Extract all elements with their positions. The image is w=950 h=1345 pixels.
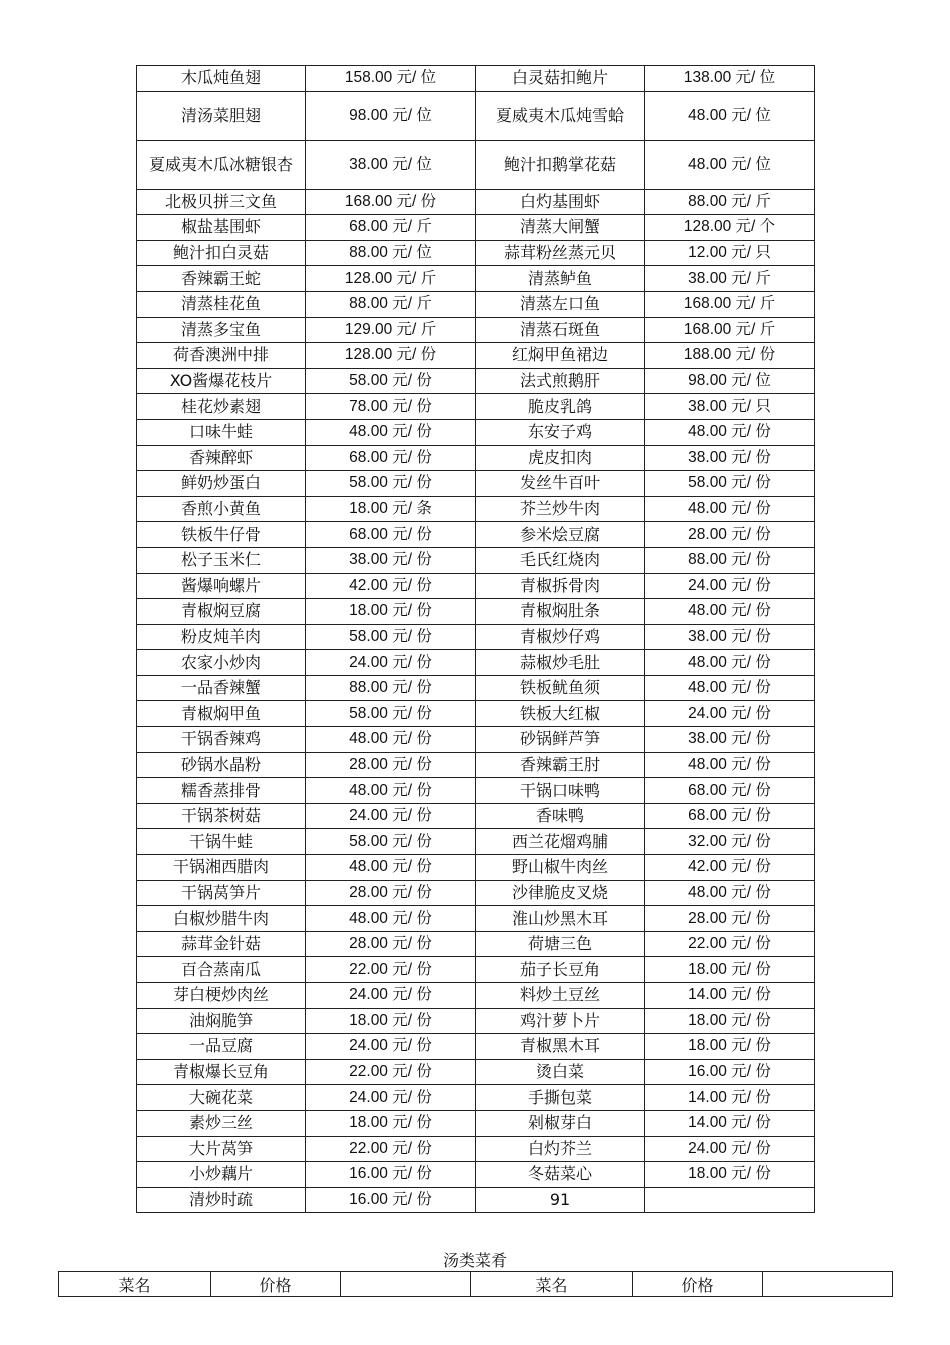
menu-row (137, 573, 815, 599)
dish-name: 剁椒芽白 (476, 1110, 645, 1136)
menu-row (137, 1110, 815, 1136)
menu-row (137, 91, 815, 140)
dish-name: 香煎小黄鱼 (137, 496, 306, 522)
dish-name: 干锅香辣鸡 (137, 727, 306, 753)
dish-name: 青椒拆骨肉 (476, 573, 645, 599)
dish-price: 24.00 元/ 份 (306, 803, 476, 829)
menu-row (137, 1085, 815, 1111)
dish-price: 48.00 元/ 份 (645, 419, 815, 445)
soup-header-blank (763, 1272, 893, 1297)
dish-price: 88.00 元/ 份 (645, 547, 815, 573)
dish-price: 48.00 元/ 份 (645, 650, 815, 676)
dish-price: 28.00 元/ 份 (645, 522, 815, 548)
dish-price: 38.00 元/ 份 (645, 445, 815, 471)
dish-name: 椒盐基围虾 (137, 215, 306, 241)
dish-name: 百合蒸南瓜 (137, 957, 306, 983)
dish-price: 42.00 元/ 份 (306, 573, 476, 599)
dish-name: 荷香澳洲中排 (137, 343, 306, 369)
dish-price: 48.00 元/ 份 (306, 727, 476, 753)
dish-price: 22.00 元/ 份 (306, 957, 476, 983)
dish-name: 青椒焖豆腐 (137, 599, 306, 625)
menu-row (137, 855, 815, 881)
dish-name: 参米烩豆腐 (476, 522, 645, 548)
dish-price: 68.00 元/ 份 (306, 522, 476, 548)
dish-price: 18.00 元/ 条 (306, 496, 476, 522)
menu-table-body (137, 66, 815, 1213)
menu-row (137, 931, 815, 957)
menu-row (137, 599, 815, 625)
dish-name: 干锅茶树菇 (137, 803, 306, 829)
menu-row (137, 1008, 815, 1034)
dish-price: 58.00 元/ 份 (306, 624, 476, 650)
dish-name: 荷塘三色 (476, 931, 645, 957)
dish-price: 18.00 元/ 份 (645, 1162, 815, 1188)
menu-row (137, 240, 815, 266)
dish-price: 68.00 元/ 份 (306, 445, 476, 471)
menu-row (137, 701, 815, 727)
dish-price: 58.00 元/ 份 (645, 471, 815, 497)
dish-price: 38.00 元/ 只 (645, 394, 815, 420)
dish-name: 西兰花熘鸡脯 (476, 829, 645, 855)
dish-price: 38.00 元/ 份 (645, 727, 815, 753)
dish-price: 42.00 元/ 份 (645, 855, 815, 881)
menu-price-table (136, 65, 815, 1213)
soup-header-price: 价格 (211, 1272, 341, 1297)
dish-price: 38.00 元/ 位 (306, 140, 476, 189)
dish-price: 48.00 元/ 位 (645, 91, 815, 140)
menu-row (137, 140, 815, 189)
dish-name: 淮山炒黑木耳 (476, 906, 645, 932)
dish-price: 28.00 元/ 份 (306, 752, 476, 778)
dish-price: 22.00 元/ 份 (645, 931, 815, 957)
dish-price: 48.00 元/ 份 (645, 752, 815, 778)
dish-price: 48.00 元/ 份 (645, 599, 815, 625)
menu-row (137, 727, 815, 753)
dish-price: 24.00 元/ 份 (645, 573, 815, 599)
menu-row (137, 1034, 815, 1060)
dish-name: 野山椒牛肉丝 (476, 855, 645, 881)
menu-row (137, 522, 815, 548)
dish-name: 大碗花菜 (137, 1085, 306, 1111)
menu-row (137, 547, 815, 573)
dish-price: 12.00 元/ 只 (645, 240, 815, 266)
dish-name: 冬菇菜心 (476, 1162, 645, 1188)
menu-row (137, 1187, 815, 1213)
dish-name: 素炒三丝 (137, 1110, 306, 1136)
dish-name: 砂锅水晶粉 (137, 752, 306, 778)
dish-name: 蒜茸粉丝蒸元贝 (476, 240, 645, 266)
dish-price: 48.00 元/ 份 (306, 419, 476, 445)
dish-name: 虎皮扣肉 (476, 445, 645, 471)
dish-price: 48.00 元/ 份 (645, 496, 815, 522)
dish-price: 138.00 元/ 位 (645, 66, 815, 92)
dish-price (645, 1187, 815, 1213)
dish-name: 芽白梗炒肉丝 (137, 983, 306, 1009)
dish-name: 农家小炒肉 (137, 650, 306, 676)
dish-price: 38.00 元/ 斤 (645, 266, 815, 292)
dish-price: 48.00 元/ 位 (645, 140, 815, 189)
dish-name: 白灼芥兰 (476, 1136, 645, 1162)
menu-row (137, 906, 815, 932)
dish-name: 鲜奶炒蛋白 (137, 471, 306, 497)
dish-price: 88.00 元/ 份 (306, 675, 476, 701)
dish-name: 沙律脆皮叉烧 (476, 880, 645, 906)
dish-price: 158.00 元/ 位 (306, 66, 476, 92)
dish-price: 28.00 元/ 份 (306, 880, 476, 906)
dish-name: 松子玉米仁 (137, 547, 306, 573)
menu-row (137, 1136, 815, 1162)
dish-name: 白椒炒腊牛肉 (137, 906, 306, 932)
dish-name: 鲍汁扣鹅掌花菇 (476, 140, 645, 189)
dish-name: 青椒炒仔鸡 (476, 624, 645, 650)
menu-row (137, 471, 815, 497)
dish-price: 18.00 元/ 份 (645, 1008, 815, 1034)
dish-name: 清蒸鲈鱼 (476, 266, 645, 292)
dish-name: 清蒸桂花鱼 (137, 291, 306, 317)
dish-name: 料炒土豆丝 (476, 983, 645, 1009)
dish-name: 蒜茸金针菇 (137, 931, 306, 957)
dish-price: 38.00 元/ 份 (645, 624, 815, 650)
menu-row (137, 829, 815, 855)
dish-name: 91 (476, 1187, 645, 1213)
dish-name: 糯香蒸排骨 (137, 778, 306, 804)
menu-row (137, 496, 815, 522)
dish-name: 桂花炒素翅 (137, 394, 306, 420)
dish-price: 88.00 元/ 斤 (645, 189, 815, 215)
dish-name: 油焖脆笋 (137, 1008, 306, 1034)
dish-price: 24.00 元/ 份 (306, 1085, 476, 1111)
dish-price: 68.00 元/ 份 (645, 803, 815, 829)
dish-price: 58.00 元/ 份 (306, 829, 476, 855)
dish-price: 48.00 元/ 份 (306, 855, 476, 881)
menu-row (137, 983, 815, 1009)
dish-name: 清汤菜胆翅 (137, 91, 306, 140)
dish-name: 青椒黑木耳 (476, 1034, 645, 1060)
menu-row (137, 317, 815, 343)
dish-name: 清蒸大闸蟹 (476, 215, 645, 241)
dish-price: 98.00 元/ 位 (306, 91, 476, 140)
dish-price: 14.00 元/ 份 (645, 983, 815, 1009)
soup-header-name: 菜名 (471, 1272, 633, 1297)
dish-name: 东安子鸡 (476, 419, 645, 445)
menu-row (137, 189, 815, 215)
dish-name: 砂锅鲜芦笋 (476, 727, 645, 753)
dish-price: 24.00 元/ 份 (306, 650, 476, 676)
dish-price: 168.00 元/ 斤 (645, 291, 815, 317)
dish-price: 16.00 元/ 份 (645, 1059, 815, 1085)
dish-name: 青椒焖肚条 (476, 599, 645, 625)
dish-price: 18.00 元/ 份 (306, 599, 476, 625)
dish-price: 28.00 元/ 份 (645, 906, 815, 932)
dish-name: 法式煎鹅肝 (476, 368, 645, 394)
soup-header-blank (341, 1272, 471, 1297)
dish-name: 铁板牛仔骨 (137, 522, 306, 548)
dish-name: 北极贝拼三文鱼 (137, 189, 306, 215)
soup-section-title: 汤类菜肴 (442, 1251, 507, 1270)
menu-row (137, 752, 815, 778)
dish-price: 188.00 元/ 份 (645, 343, 815, 369)
menu-row (137, 419, 815, 445)
menu-row (137, 880, 815, 906)
dish-name: 粉皮炖羊肉 (137, 624, 306, 650)
dish-name: 发丝牛百叶 (476, 471, 645, 497)
dish-price: 68.00 元/ 斤 (306, 215, 476, 241)
dish-name: 夏威夷木瓜冰糖银杏 (137, 140, 306, 189)
dish-name: 干锅莴笋片 (137, 880, 306, 906)
dish-name: 香味鸭 (476, 803, 645, 829)
dish-price: 22.00 元/ 份 (306, 1136, 476, 1162)
dish-name: 干锅湘西腊肉 (137, 855, 306, 881)
dish-price: 48.00 元/ 份 (306, 906, 476, 932)
soup-price-table (58, 1271, 893, 1297)
dish-price: 128.00 元/ 斤 (306, 266, 476, 292)
dish-name: 毛氏红烧肉 (476, 547, 645, 573)
dish-price: 88.00 元/ 位 (306, 240, 476, 266)
dish-name: 木瓜炖鱼翅 (137, 66, 306, 92)
dish-name: 一品豆腐 (137, 1034, 306, 1060)
dish-name: 青椒焖甲鱼 (137, 701, 306, 727)
dish-price: 98.00 元/ 位 (645, 368, 815, 394)
menu-row (137, 445, 815, 471)
dish-price: 168.00 元/ 份 (306, 189, 476, 215)
dish-price: 18.00 元/ 份 (306, 1110, 476, 1136)
dish-name: 干锅牛蛙 (137, 829, 306, 855)
dish-price: 48.00 元/ 份 (306, 778, 476, 804)
dish-price: 32.00 元/ 份 (645, 829, 815, 855)
dish-name: 清蒸左口鱼 (476, 291, 645, 317)
dish-name: 茄子长豆角 (476, 957, 645, 983)
dish-name: 清炒时疏 (137, 1187, 306, 1213)
dish-price: 24.00 元/ 份 (306, 983, 476, 1009)
dish-name: 小炒藕片 (137, 1162, 306, 1188)
dish-price: 16.00 元/ 份 (306, 1187, 476, 1213)
menu-row (137, 66, 815, 92)
soup-header-price: 价格 (633, 1272, 763, 1297)
dish-name: 香辣霸王蛇 (137, 266, 306, 292)
dish-price: 128.00 元/ 份 (306, 343, 476, 369)
dish-price: 22.00 元/ 份 (306, 1059, 476, 1085)
dish-name: 酱爆响螺片 (137, 573, 306, 599)
dish-price: 24.00 元/ 份 (306, 1034, 476, 1060)
dish-price: 68.00 元/ 份 (645, 778, 815, 804)
dish-name: 香辣醉虾 (137, 445, 306, 471)
dish-name: 烫白菜 (476, 1059, 645, 1085)
dish-price: 16.00 元/ 份 (306, 1162, 476, 1188)
dish-price: 78.00 元/ 份 (306, 394, 476, 420)
menu-row (137, 1059, 815, 1085)
dish-name: 一品香辣蟹 (137, 675, 306, 701)
dish-name: 夏威夷木瓜炖雪蛤 (476, 91, 645, 140)
dish-name: 芥兰炒牛肉 (476, 496, 645, 522)
menu-row (137, 291, 815, 317)
dish-name: 红焖甲鱼裙边 (476, 343, 645, 369)
menu-row (137, 394, 815, 420)
menu-row (137, 650, 815, 676)
dish-name: 手撕包菜 (476, 1085, 645, 1111)
dish-price: 18.00 元/ 份 (645, 957, 815, 983)
dish-name: 青椒爆长豆角 (137, 1059, 306, 1085)
menu-row (137, 1162, 815, 1188)
menu-row (137, 675, 815, 701)
dish-name: 口味牛蛙 (137, 419, 306, 445)
dish-name: 清蒸多宝鱼 (137, 317, 306, 343)
menu-row (137, 215, 815, 241)
dish-name: 干锅口味鸭 (476, 778, 645, 804)
dish-price: 48.00 元/ 份 (645, 880, 815, 906)
dish-name: 清蒸石斑鱼 (476, 317, 645, 343)
soup-header-row (59, 1272, 893, 1297)
menu-row (137, 803, 815, 829)
dish-name: 铁板大红椒 (476, 701, 645, 727)
dish-price: 28.00 元/ 份 (306, 931, 476, 957)
dish-price: 24.00 元/ 份 (645, 701, 815, 727)
dish-price: 128.00 元/ 个 (645, 215, 815, 241)
dish-name: XO酱爆花枝片 (137, 368, 306, 394)
menu-row (137, 343, 815, 369)
dish-name: 脆皮乳鸽 (476, 394, 645, 420)
dish-price: 14.00 元/ 份 (645, 1085, 815, 1111)
dish-name: 鲍汁扣白灵菇 (137, 240, 306, 266)
dish-price: 129.00 元/ 斤 (306, 317, 476, 343)
dish-price: 24.00 元/ 份 (645, 1136, 815, 1162)
dish-price: 18.00 元/ 份 (645, 1034, 815, 1060)
menu-row (137, 957, 815, 983)
dish-price: 88.00 元/ 斤 (306, 291, 476, 317)
dish-price: 14.00 元/ 份 (645, 1110, 815, 1136)
dish-name: 鸡汁萝卜片 (476, 1008, 645, 1034)
dish-name: 白灼基围虾 (476, 189, 645, 215)
dish-name: 铁板鱿鱼须 (476, 675, 645, 701)
dish-price: 58.00 元/ 份 (306, 368, 476, 394)
menu-row (137, 266, 815, 292)
menu-row (137, 778, 815, 804)
dish-price: 58.00 元/ 份 (306, 701, 476, 727)
dish-price: 48.00 元/ 份 (645, 675, 815, 701)
dish-name: 白灵菇扣鲍片 (476, 66, 645, 92)
dish-name: 蒜椒炒毛肚 (476, 650, 645, 676)
menu-row (137, 624, 815, 650)
dish-name: 香辣霸王肘 (476, 752, 645, 778)
soup-header-name: 菜名 (59, 1272, 211, 1297)
menu-row (137, 368, 815, 394)
dish-price: 18.00 元/ 份 (306, 1008, 476, 1034)
dish-price: 58.00 元/ 份 (306, 471, 476, 497)
dish-price: 168.00 元/ 斤 (645, 317, 815, 343)
dish-price: 38.00 元/ 份 (306, 547, 476, 573)
dish-name: 大片莴笋 (137, 1136, 306, 1162)
